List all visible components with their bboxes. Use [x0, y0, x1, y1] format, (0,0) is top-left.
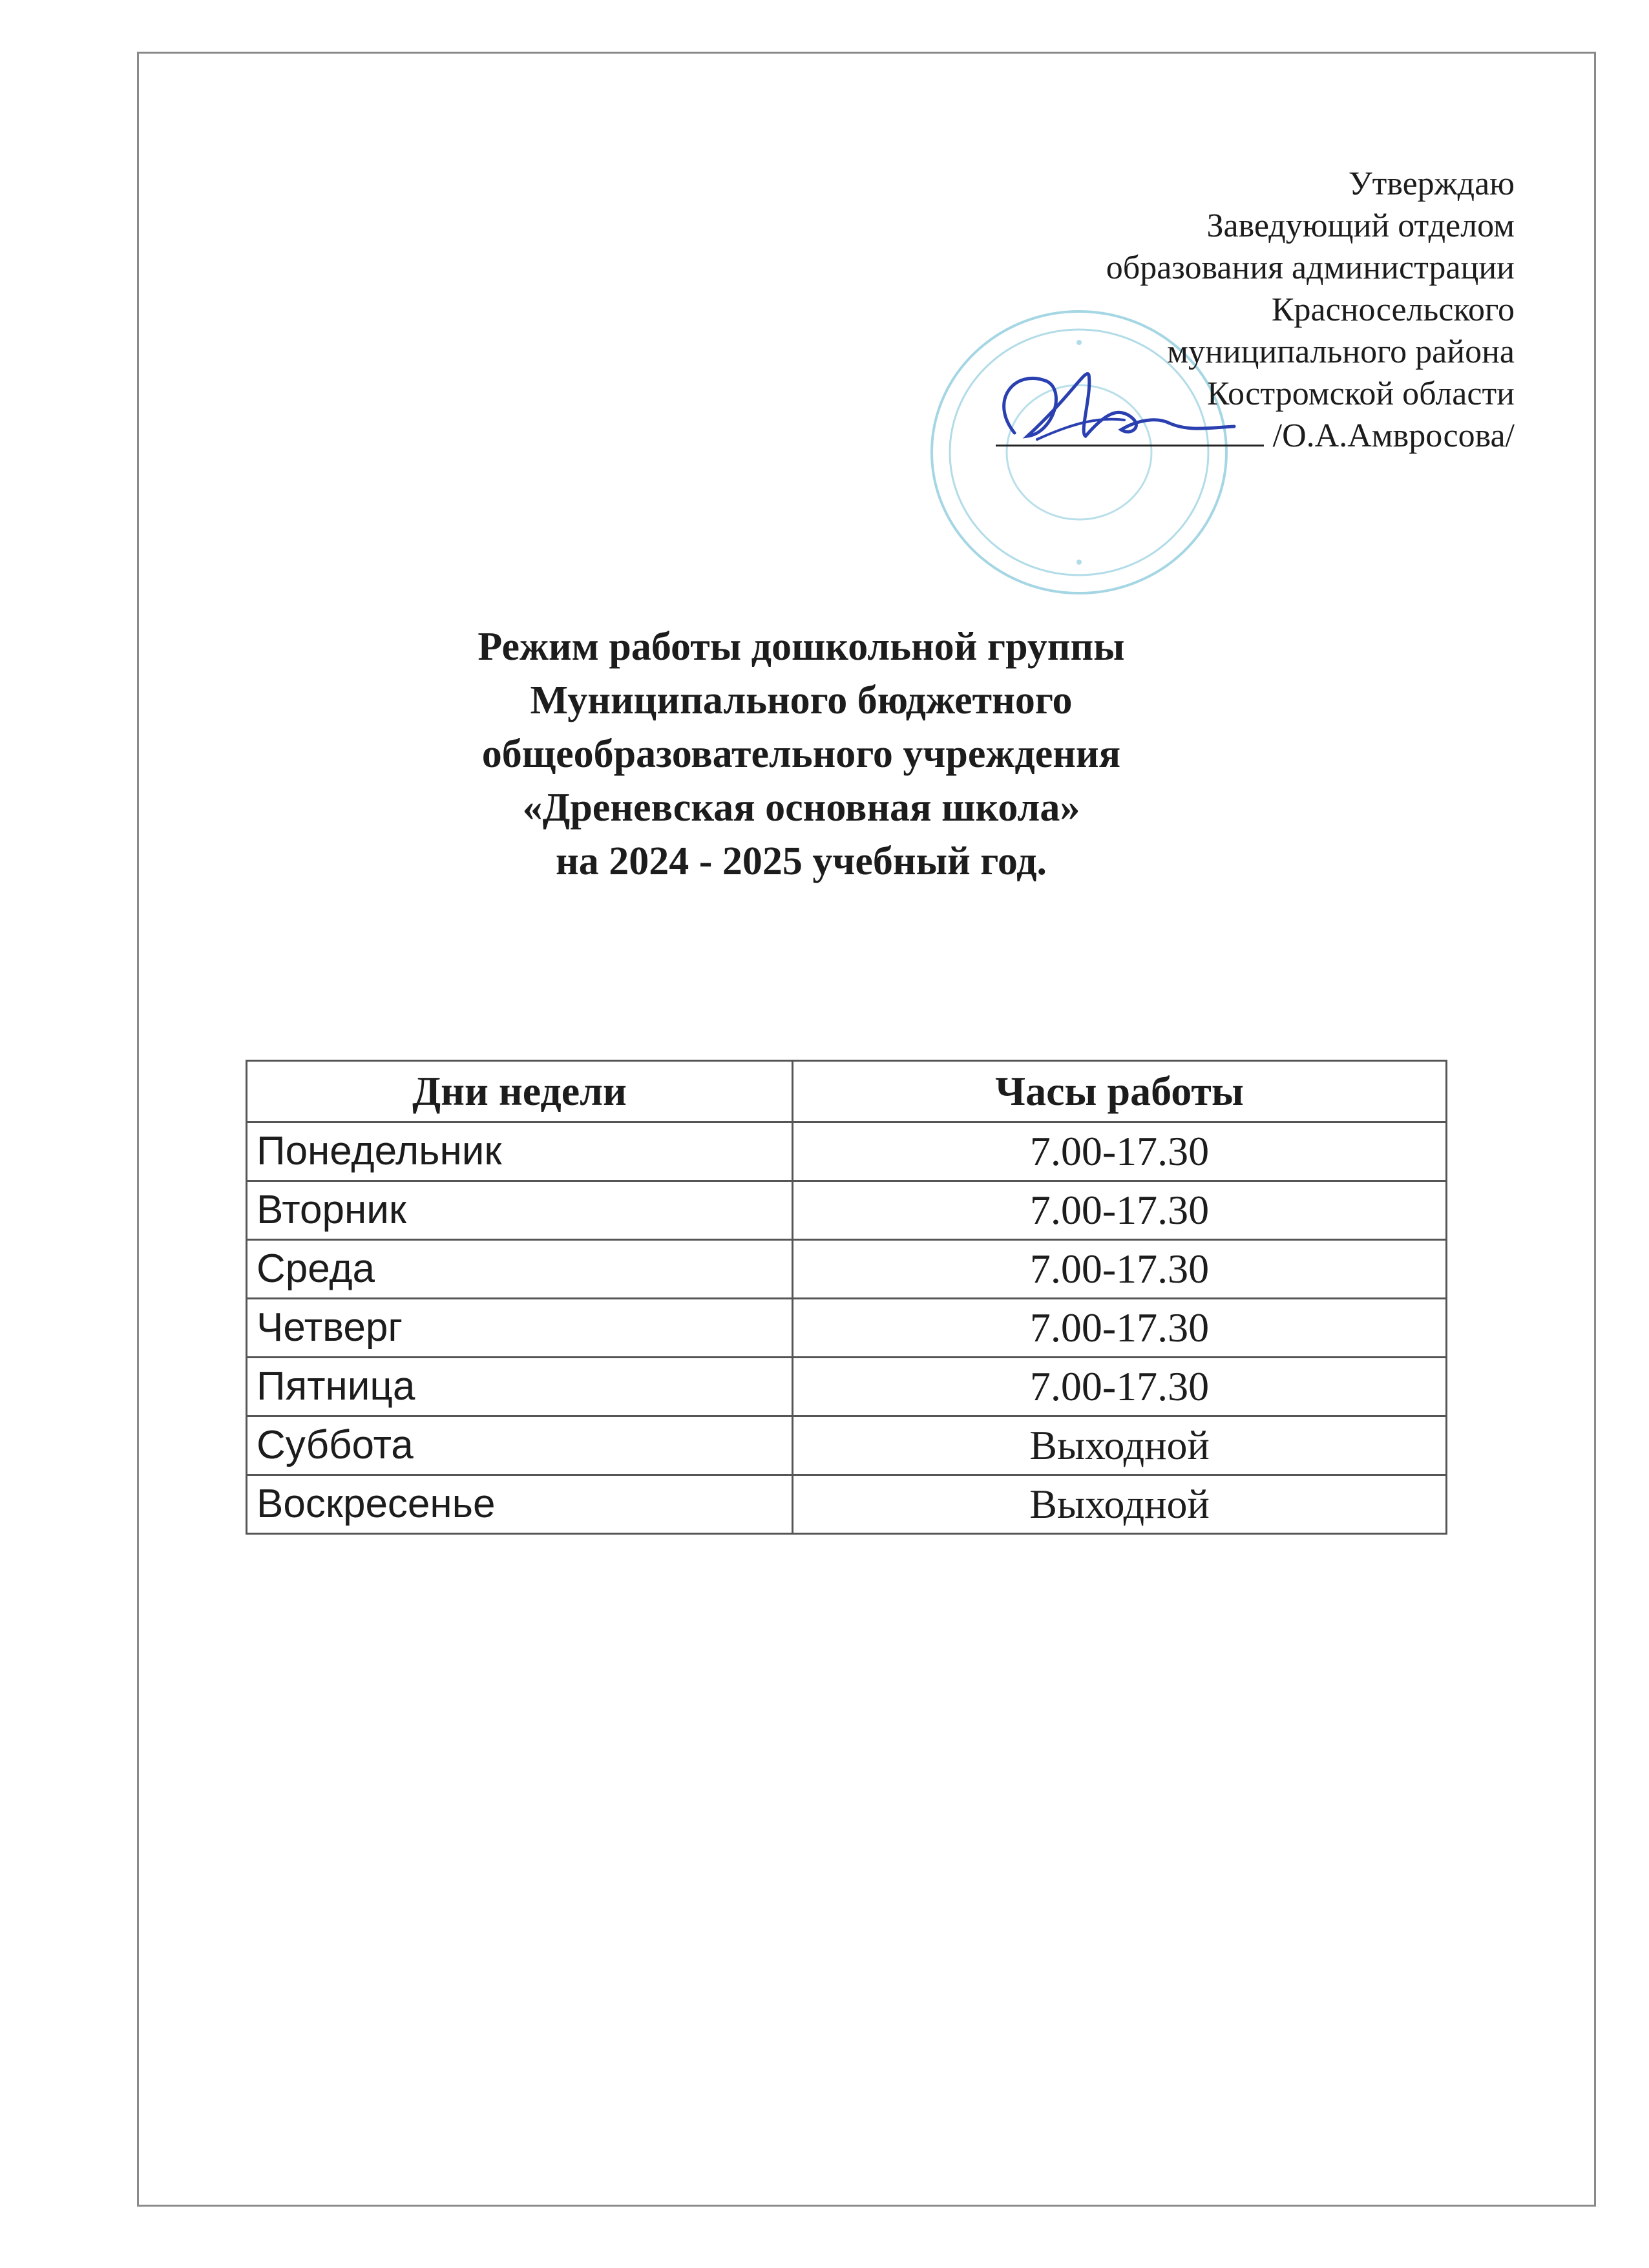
table-row [247, 1181, 1447, 1240]
hours-cell: 7.00-17.30 [793, 1122, 1447, 1181]
signature-row [933, 415, 1515, 457]
table-row [247, 1240, 1447, 1299]
title-line: на 2024 - 2025 учебный год. [556, 839, 1047, 883]
day-cell: Воскресенье [247, 1475, 793, 1534]
table-row [247, 1416, 1447, 1475]
hours-cell: 7.00-17.30 [793, 1299, 1447, 1358]
approval-line: муниципального района [1167, 333, 1515, 370]
approval-line: Заведующий отделом [1206, 207, 1515, 244]
hours-cell: Выходной [793, 1416, 1447, 1475]
day-cell: Понедельник [247, 1122, 793, 1181]
title-line: «Дреневская основная школа» [522, 786, 1080, 830]
table-header-row [247, 1061, 1447, 1122]
approval-line: образования администрации [1106, 249, 1515, 286]
hours-cell: 7.00-17.30 [793, 1358, 1447, 1416]
table-row [247, 1299, 1447, 1358]
table-row [247, 1475, 1447, 1534]
table-row [247, 1358, 1447, 1416]
header-days: Дни недели [247, 1061, 793, 1122]
title-line: общеобразовательного учреждения [481, 732, 1121, 776]
approval-line: Красносельского [1271, 291, 1515, 328]
approval-block [933, 163, 1515, 457]
day-cell: Пятница [247, 1358, 793, 1416]
hours-cell: 7.00-17.30 [793, 1240, 1447, 1299]
day-cell: Четверг [247, 1299, 793, 1358]
signatory-name: /О.А.Амвросова/ [1272, 417, 1515, 454]
signature-line [996, 416, 1264, 446]
approval-line: Костромской области [1206, 375, 1515, 412]
table-row [247, 1122, 1447, 1181]
approval-line: Утверждаю [1348, 165, 1515, 202]
hours-cell: Выходной [793, 1475, 1447, 1534]
title-line: Муниципального бюджетного [530, 678, 1073, 722]
header-hours: Часы работы [793, 1061, 1447, 1122]
schedule-table [246, 1060, 1447, 1535]
document-title [194, 620, 1409, 888]
hours-cell: 7.00-17.30 [793, 1181, 1447, 1240]
day-cell: Среда [247, 1240, 793, 1299]
day-cell: Суббота [247, 1416, 793, 1475]
title-line: Режим работы дошкольной группы [478, 625, 1125, 669]
day-cell: Вторник [247, 1181, 793, 1240]
